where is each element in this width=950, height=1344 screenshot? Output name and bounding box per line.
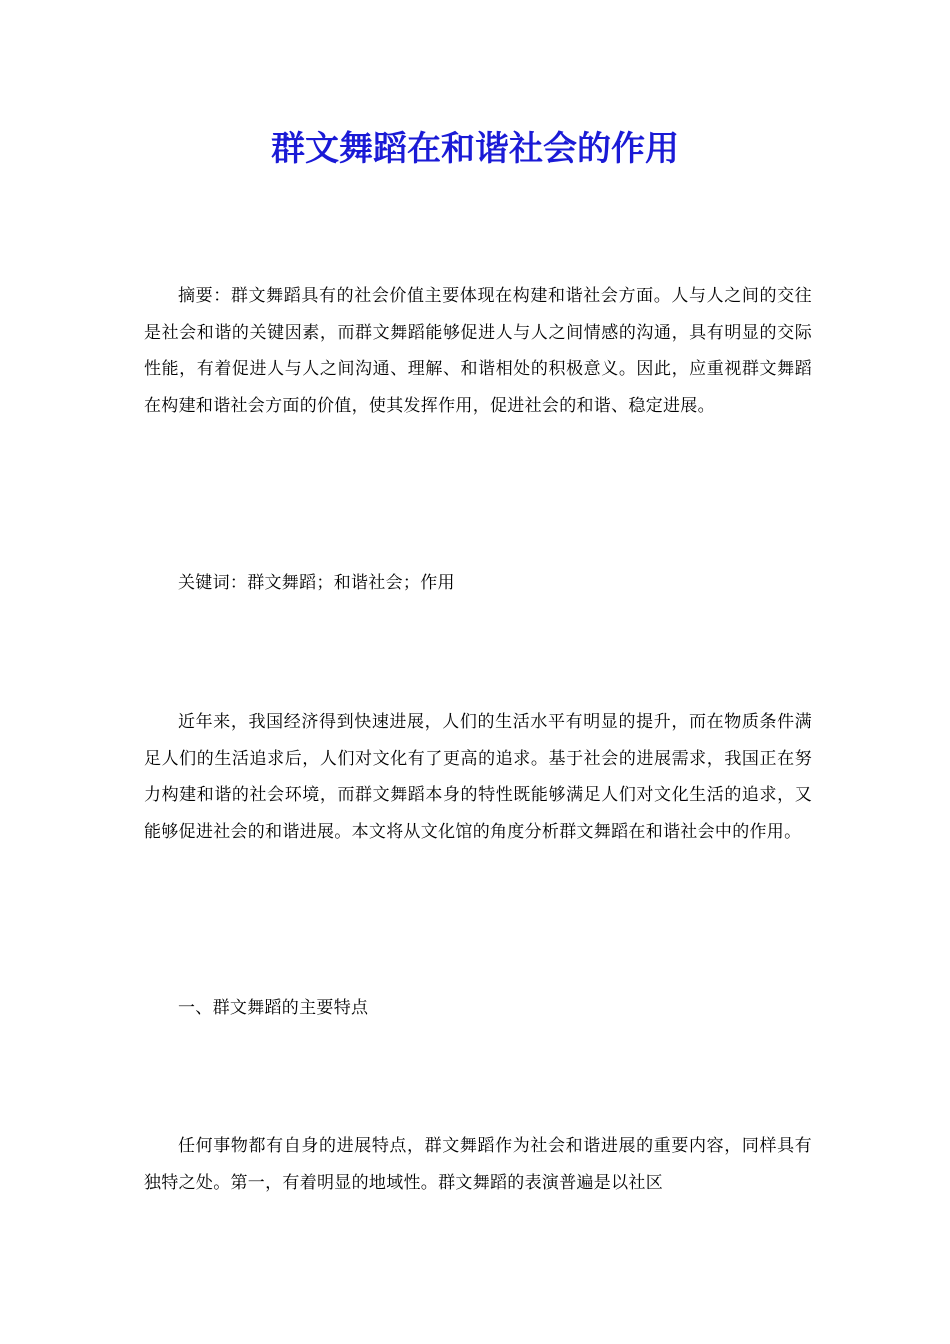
intro-paragraph: 近年来，我国经济得到快速进展，人们的生活水平有明显的提升，而在物质条件满足人们的生活追求后，人们对文化有了更高的追求。基于社会的进展需求，我国正在努力构建和谐的社会环境，而群文舞蹈本身的特性既能够满足人们对文化生活的追求，又能够促进社会的和谐进展。本文将从文化馆的角度分析群文舞蹈在和谐社会中的作用。: [144, 712, 812, 842]
section-heading: 一、群文舞蹈的主要特点: [178, 998, 369, 1018]
keywords-paragraph: 关键词：群文舞蹈；和谐社会；作用: [178, 573, 455, 593]
body-paragraph: 任何事物都有自身的进展特点，群文舞蹈作为社会和谐进展的重要内容，同样具有独特之处。第一，有着明显的地域性。群文舞蹈的表演普遍是以社区: [144, 1136, 812, 1193]
document-title: 群文舞蹈在和谐社会的作用: [271, 129, 679, 169]
abstract-paragraph: 摘要：群文舞蹈具有的社会价值主要体现在构建和谐社会方面。人与人之间的交往是社会和谐的关键因素，而群文舞蹈能够促进人与人之间情感的沟通，具有明显的交际性能，有着促进人与人之间沟通、理解、和谐相处的积极意义。因此，应重视群文舞蹈在构建和谐社会方面的价值，使其发挥作用，促进社会的和谐、稳定进展。: [144, 286, 812, 416]
